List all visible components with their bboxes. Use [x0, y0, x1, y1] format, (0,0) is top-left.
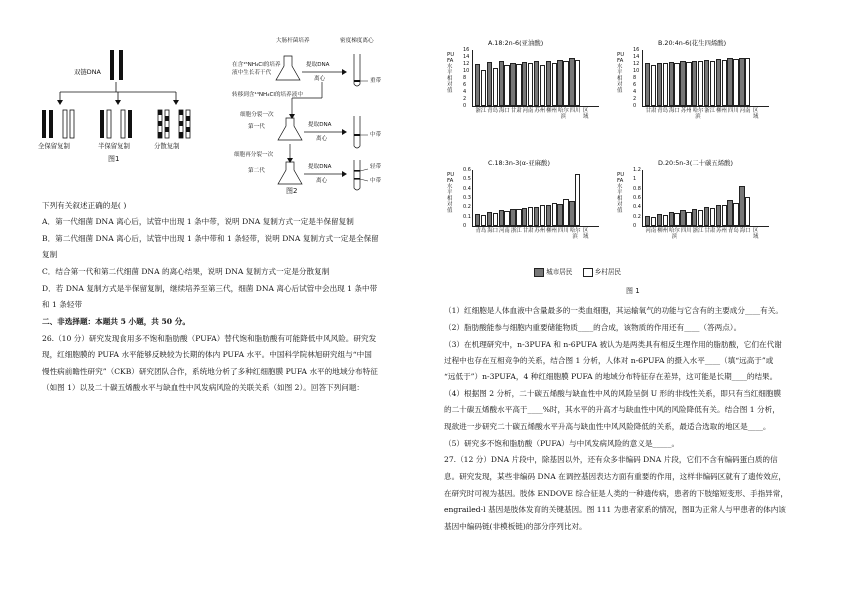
- q26-line3: 慢性病前瞻性研究”（CKB）研究团队合作，系统地分析了多种红细胞膜 PUFA 水平的地域分布特征: [42, 367, 378, 376]
- bar-urban: [727, 58, 732, 106]
- chart-xlabel: 区域: [753, 228, 759, 240]
- bar-rural: [686, 62, 691, 106]
- label-semiconservative: 半保留复制: [98, 142, 130, 150]
- chart-title: A.18:2n-6(亚油酸): [488, 39, 544, 47]
- bar-rural: [481, 215, 486, 226]
- y-tick-label: 0.6: [463, 167, 471, 173]
- y-tick-label: 10: [463, 68, 470, 74]
- bar-rural: [528, 63, 533, 106]
- fig2-label-gen2: 第二代: [248, 168, 265, 174]
- fig2-label-spin-1: 离心: [314, 76, 326, 82]
- bar-rural: [481, 70, 486, 106]
- bar-urban: [739, 58, 744, 106]
- q27-line1: 27.（12 分）DNA 片段中，除基因以外，还有众多非编码 DNA 片段，它们不含有编码蛋白质的信: [444, 455, 778, 464]
- chart-xlabel: 区域: [583, 108, 589, 120]
- x-category-label: 河南: [739, 108, 751, 114]
- x-category-label: 甘肃: [510, 108, 522, 114]
- option-d-line2: 和 1 条轻带: [42, 300, 83, 309]
- x-category-label: 哈尔滨: [569, 228, 581, 240]
- bar-urban: [522, 208, 527, 226]
- x-category-label: 四川: [557, 228, 569, 234]
- bar-rural: [674, 63, 679, 106]
- bar-rural: [552, 203, 557, 226]
- bar-urban: [692, 61, 697, 107]
- chart-xlabel: 区域: [583, 228, 589, 240]
- bar-rural: [651, 217, 656, 226]
- bar-urban: [669, 212, 674, 226]
- option-b-line2: 复制: [42, 250, 58, 259]
- y-tick-label: 0.5: [463, 176, 471, 183]
- sub-q3-line1: （3）在机理研究中，n-3PUFA 和 n-6PUFA 被认为是两类具有相反生理作用的脂肪酸，它们在代谢: [444, 340, 782, 349]
- chart-plot-area: [633, 167, 769, 240]
- sub-q3-line3: “远低于”）n-3PUFA，4 种红细胞膜 PUFA 的地域分布特征存在差异，这可能是长期____的结果。: [444, 372, 778, 381]
- y-tick-label: 14: [633, 54, 640, 60]
- fig2-label-div2: 细胞再分裂一次: [234, 152, 274, 158]
- y-tick-label: 0.1: [463, 213, 471, 220]
- bar-urban: [557, 60, 562, 106]
- sub-q2: （2）脂肪酸能参与细胞内重要储能物质____的合成，该物质的作用还有____（答两点）。: [444, 323, 742, 332]
- legend-rural-swatch: [583, 268, 593, 277]
- bar-urban: [534, 207, 539, 226]
- chart-figure-caption: 图 1: [626, 287, 640, 295]
- bar-rural: [575, 60, 580, 106]
- option-b-line1: B．第二代细菌 DNA 离心后，试管中出现 1 条中带和 1 条轻带，说明 DNA 复制方式一定是全保留: [42, 234, 379, 243]
- fig2-label-light: 轻带: [370, 164, 382, 170]
- x-category-label: 浙江: [692, 228, 704, 234]
- y-tick-label: 0.4: [463, 185, 471, 192]
- x-category-label: 柳州: [657, 228, 669, 234]
- y-tick-label: 6: [463, 82, 467, 88]
- x-category-label: 甘肃: [645, 108, 657, 114]
- chart-plot-area: [633, 47, 769, 120]
- fig2-label-centrifuge: 密度梯度离心: [340, 38, 374, 44]
- y-tick-label: 0.3: [463, 195, 471, 201]
- fig2-label-spin-3: 离心: [316, 178, 328, 184]
- x-category-label: 苏州: [534, 108, 546, 114]
- bar-rural: [686, 212, 691, 226]
- chart-1: [618, 40, 783, 150]
- bar-rural: [722, 60, 727, 106]
- bar-rural: [516, 209, 521, 226]
- bar-rural: [745, 58, 750, 106]
- bar-rural: [563, 199, 568, 226]
- sub-q5: （5）研究多不饱和脂肪酸（PUFA）与中风发病风险的意义是_____。: [444, 439, 680, 448]
- bar-urban: [680, 61, 685, 106]
- x-category-label: 甘肃: [522, 228, 534, 234]
- y-tick-label: 0.2: [633, 213, 641, 220]
- chart-title: C.18:3n-3(α-亚麻酸): [488, 159, 550, 167]
- bar-urban: [704, 207, 709, 226]
- y-tick-label: 0: [463, 103, 467, 109]
- q27-line3: 在研究时可视为基因。肢体 ENDOVE 综合征是人类的一种遗传病，患者的下肢缩短变形、手指异常，: [444, 489, 788, 498]
- fig2-label-heavy: 重带: [370, 78, 382, 84]
- bar-rural: [663, 63, 668, 106]
- sub-q4-line3: 现欲进一步研究二十碳五烯酸水平升高与缺血性中风风险降低的关系，最适合选取的地区是____。: [444, 422, 771, 431]
- bar-urban: [645, 216, 650, 226]
- legend-rural-label: 乡村居民: [594, 268, 622, 276]
- y-tick-label: 16: [463, 47, 470, 53]
- x-category-label: 柳州: [546, 228, 557, 234]
- x-category-label: 柳州: [716, 108, 727, 114]
- x-category-label: 浙江: [510, 228, 522, 234]
- fig2-label-n15-a: 在含¹⁵NH₄Cl的培养: [232, 62, 281, 68]
- bar-rural: [698, 210, 703, 226]
- x-category-label: 柳州: [546, 108, 557, 114]
- x-category-label: 四川: [569, 108, 581, 114]
- chart-ylabel: PUFA水平相对值: [617, 52, 625, 94]
- chart-0: [448, 40, 613, 150]
- x-category-label: 河南: [645, 228, 657, 234]
- legend-urban-label: 城市居民: [546, 268, 573, 276]
- bar-urban: [499, 210, 504, 226]
- bar-urban: [645, 63, 650, 106]
- question-stem: 下列有关叙述正确的是( ): [42, 201, 127, 210]
- y-tick-label: 1.2: [633, 167, 641, 173]
- bar-urban: [692, 209, 697, 226]
- label-dispersive: 分散复制: [154, 142, 180, 150]
- y-tick-label: 0.2: [463, 204, 471, 211]
- q26-line1: 26.（10 分）研究发现食用多不饱和脂肪酸（PUFA）替代饱和脂肪酸有可能降低中风风险。研究发: [42, 334, 377, 343]
- bar-urban: [569, 58, 574, 106]
- bar-rural: [493, 213, 498, 226]
- x-category-label: 青岛: [727, 228, 739, 234]
- x-category-label: 苏州: [534, 228, 546, 234]
- bar-rural: [504, 211, 509, 226]
- chart-xlabel: 区域: [753, 108, 759, 120]
- bar-urban: [557, 204, 562, 226]
- y-tick-label: 4: [633, 89, 637, 95]
- option-d-line1: D．若 DNA 复制方式是半保留复制，继续培养至第三代，细菌 DNA 离心后试管中会出现 1 条中带: [42, 284, 378, 293]
- fig2-label-gen1: 第一代: [248, 124, 265, 130]
- chart-ylabel: PUFA水平相对值: [447, 172, 455, 214]
- fig2-label-extract-1: 提取DNA: [306, 62, 330, 68]
- bar-rural: [663, 215, 668, 226]
- section-2-heading: 二、非选择题：本题共 5 小题，共 50 分。: [42, 317, 190, 326]
- chart-title: B.20:4n-6(花生四烯酸): [658, 39, 727, 47]
- y-tick-label: 12: [633, 61, 640, 67]
- chart-ylabel: PUFA水平相对值: [447, 52, 455, 94]
- bar-urban: [716, 59, 721, 106]
- x-category-label: 哈尔滨: [692, 108, 704, 120]
- bar-urban: [569, 201, 574, 226]
- x-category-label: 海口: [487, 228, 499, 234]
- q27-line2: 息。研究发现，某些非编码 DNA 在调控基因表达方面有重要的作用，这样非编码区就有了遗传效应，: [444, 472, 786, 481]
- bar-urban: [657, 63, 662, 106]
- y-tick-label: 0: [633, 223, 637, 229]
- fig2-label-transfer: 转移到含¹⁴NH₄Cl的培养液中: [232, 92, 303, 98]
- chart-legend: [534, 266, 621, 277]
- bar-urban: [727, 200, 732, 226]
- x-category-label: 河南: [522, 108, 534, 114]
- figure-1-caption: 图1: [108, 155, 120, 163]
- bar-rural: [733, 203, 738, 226]
- legend-urban-swatch: [534, 268, 544, 277]
- y-tick-label: 0: [633, 103, 637, 109]
- sub-q1: （1）红细胞是人体血液中含量最多的一类血细胞，其运输氧气的功能与它含有的主要成分____有关。: [444, 306, 783, 315]
- fig2-label-culture: 大肠杆菌培养: [276, 38, 310, 44]
- y-tick-label: 0.6: [633, 195, 641, 201]
- bar-rural: [674, 213, 679, 226]
- bar-urban: [487, 212, 492, 226]
- chart-plot-area: [463, 47, 599, 120]
- sub-q4-line1: （4）根据图 2 分析，二十碳五烯酸与缺血性中风的风险呈倒 U 形的非线性关系，即只有当红细胞膜: [444, 389, 782, 398]
- bar-urban: [487, 62, 492, 106]
- x-category-label: 苏州: [680, 108, 692, 114]
- bar-urban: [739, 186, 744, 226]
- option-a: A．第一代细菌 DNA 离心后，试管中出现 1 条中带，说明 DNA 复制方式一定是半保留复制: [42, 217, 354, 226]
- bar-rural: [493, 68, 498, 107]
- y-tick-label: 0.4: [633, 204, 641, 211]
- bar-urban: [704, 60, 709, 106]
- bar-rural: [552, 63, 557, 106]
- bar-urban: [475, 64, 480, 106]
- figure-2: [232, 36, 406, 196]
- pufa-charts: [448, 40, 818, 300]
- x-category-label: 青岛: [657, 108, 669, 114]
- bar-rural: [516, 64, 521, 106]
- y-tick-label: 0.8: [633, 185, 641, 192]
- chart-3: [618, 160, 783, 270]
- dna-replication-diagram: [38, 46, 198, 156]
- x-category-label: 青岛: [475, 228, 487, 234]
- fig2-label-n15-b: 液中生长若干代: [232, 70, 272, 76]
- bar-rural: [745, 197, 750, 226]
- y-tick-label: 8: [633, 75, 637, 81]
- bar-urban: [522, 62, 527, 106]
- label-dna: 双链DNA: [74, 68, 101, 76]
- fig2-label-extract-2: 提取DNA: [308, 122, 332, 128]
- bar-rural: [733, 59, 738, 106]
- sub-q4-line2: 的二十碳五烯酸水平高于____%时，其水平的升高才与缺血性中风的风险降低有关。结合图 1 分析，: [444, 405, 780, 414]
- bar-rural: [528, 207, 533, 226]
- bar-rural: [563, 61, 568, 106]
- q27-line4: engrailed-l 基因是肢体发育的关键基因。图 111 为患者家系的情况，图Ⅱ为正常人与甲患者的体内该: [444, 505, 786, 514]
- chart-ylabel: PUFA水平相对值: [617, 172, 625, 214]
- q26-line4: （如图 1）以及二十碳五烯酸水平与缺血性中风发病风险的关联关系（如图 2）。回答下列问题：: [42, 383, 365, 392]
- y-tick-label: 2: [463, 96, 467, 102]
- x-category-label: 河南: [499, 228, 510, 234]
- bar-urban: [499, 61, 504, 106]
- bar-urban: [510, 63, 515, 106]
- bar-urban: [546, 205, 551, 226]
- label-conservative: 全保留复制: [38, 142, 70, 150]
- bar-urban: [716, 205, 721, 226]
- bar-rural: [722, 205, 727, 226]
- y-tick-label: 14: [463, 54, 470, 60]
- chart-plot-area: [463, 167, 599, 240]
- fig2-label-div1: 细胞分裂一次: [240, 112, 274, 118]
- y-tick-label: 1: [633, 176, 637, 183]
- x-category-label: 甘肃: [704, 228, 716, 234]
- q26-line2: 现，红细胞膜的 PUFA 水平能够反映较为长期的体内 PUFA 水平。中国科学院林旭研究组与“中国: [42, 350, 372, 359]
- x-category-label: 哈尔滨: [557, 108, 569, 120]
- y-tick-label: 12: [463, 61, 470, 67]
- bar-urban: [546, 61, 551, 106]
- chart-title: D.20:5n-3(二十碳五烯酸): [658, 159, 734, 167]
- bar-rural: [710, 208, 715, 226]
- x-category-label: 海口: [739, 228, 751, 234]
- x-category-label: 海口: [669, 108, 680, 114]
- x-category-label: 海口: [499, 108, 510, 114]
- y-tick-label: 4: [463, 89, 467, 95]
- x-category-label: 浙江: [704, 108, 716, 114]
- bar-rural: [710, 61, 715, 107]
- bar-urban: [680, 210, 685, 226]
- fig2-label-middle-2: 中带: [370, 178, 382, 184]
- x-category-label: 四川: [680, 228, 692, 234]
- fig2-label-spin-2: 离心: [316, 136, 328, 142]
- bar-urban: [534, 61, 539, 107]
- x-category-label: 苏州: [716, 228, 727, 234]
- figure-1: [38, 46, 198, 170]
- bar-rural: [698, 61, 703, 106]
- y-tick-label: 10: [633, 68, 640, 74]
- q27-line5: 基因中编码链(非模板链)的部分序列比对。: [444, 522, 587, 531]
- fig2-label-middle: 中带: [370, 132, 382, 138]
- y-tick-label: 0: [463, 223, 467, 229]
- sub-q3-line2: 过程中也存在互相竞争的关系，结合图 1 分析，人体对 n-6PUFA 的摄入水平____（填“远高于”或: [444, 356, 774, 365]
- x-category-label: 浙江: [475, 108, 487, 114]
- x-category-label: 青岛: [487, 108, 499, 114]
- bar-rural: [540, 65, 545, 106]
- x-category-label: 哈尔滨: [669, 228, 680, 240]
- y-tick-label: 6: [633, 82, 637, 88]
- bar-urban: [657, 214, 662, 226]
- bar-rural: [540, 205, 545, 226]
- bar-rural: [504, 65, 509, 106]
- y-tick-label: 16: [633, 47, 640, 53]
- y-tick-label: 2: [633, 96, 637, 102]
- bar-urban: [475, 214, 480, 226]
- fig2-label-extract-3: 提取DNA: [308, 164, 332, 170]
- y-tick-label: 8: [463, 75, 467, 81]
- bar-urban: [510, 209, 515, 226]
- bar-rural: [575, 174, 580, 226]
- figure-2-caption: 图2: [286, 187, 298, 195]
- bar-urban: [669, 62, 674, 106]
- option-c: C．结合第一代和第二代细菌 DNA 的离心结果，说明 DNA 复制方式一定是分散复制: [42, 267, 330, 276]
- x-category-label: 四川: [727, 108, 739, 114]
- bar-rural: [651, 65, 656, 106]
- chart-2: [448, 160, 613, 270]
